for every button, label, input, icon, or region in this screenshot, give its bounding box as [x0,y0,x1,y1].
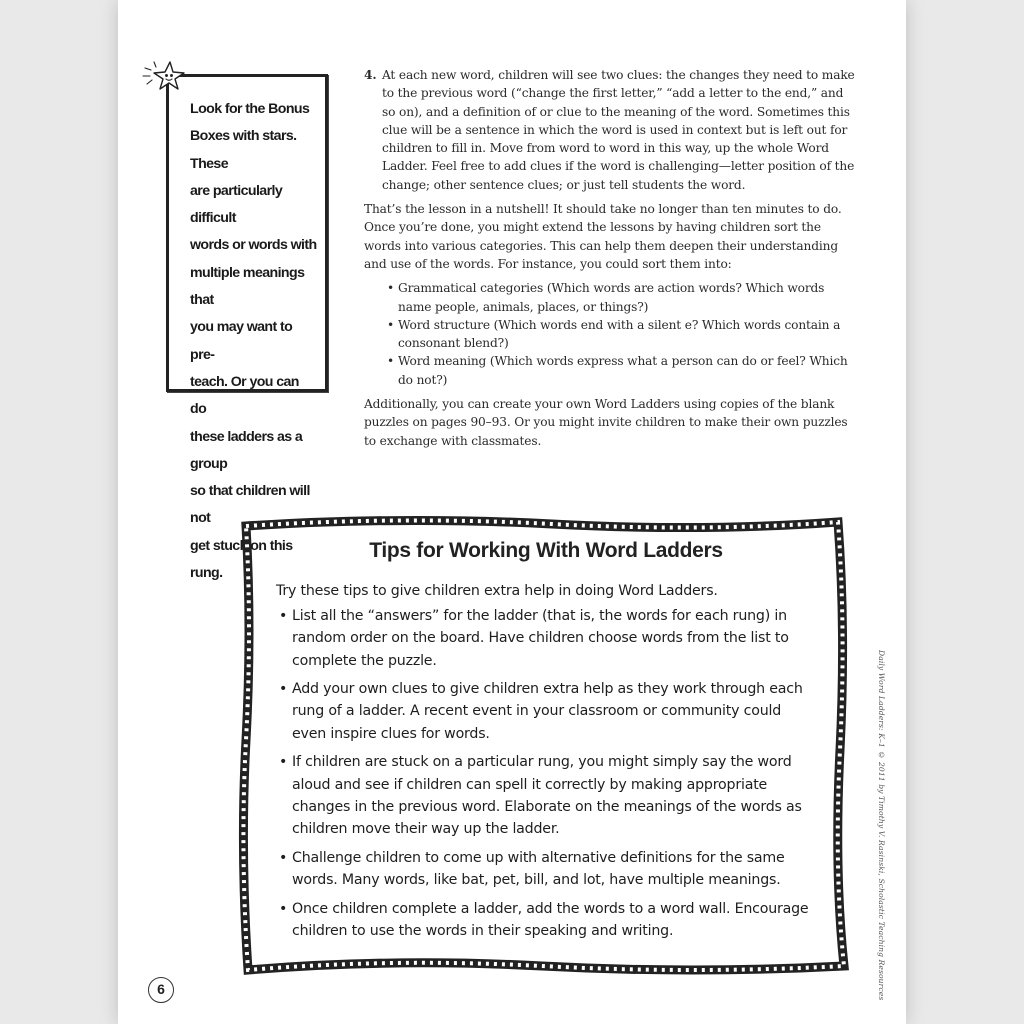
bonus-line: words or words with [190,237,317,254]
bonus-line: Look for the Bonus [190,101,310,117]
tip-item: • Challenge children to come up with alternative definitions for the same words. Many words, like bat, pet, bill, and lot, have multiple meanings. [292,847,816,892]
tip-item: • If children are stuck on a particular rung, you might simply say the word aloud and see if children can spell it correctly by making appropriate changes in the previous word. Elaborate on the meanings of the words as children move their way up the ladder. [292,751,816,841]
step-4 [364,66,860,194]
copyright-credit: Daily Word Ladders: K–1 © 2011 by Timothy V. Rasinski, Scholastic Teaching Resources [877,650,886,1001]
bonus-line: Boxes with stars. These [190,128,297,172]
page-number: 6 [148,977,174,1003]
star-icon [140,58,192,98]
bonus-line: you may want to pre- [190,319,293,363]
tips-title: Tips for Working With Word Ladders [369,539,723,562]
list-item: • Word meaning (Which words express what a person can do or feel? Which do not?) [398,352,860,389]
paragraph-additionally: Additionally, you can create your own Word Ladders using copies of the blank puzzles on pages 90–93. Or you might invite children to make their own puzzles to exchange with classmates. [364,397,848,448]
main-text-column [364,66,860,456]
tip-item: • Add your own clues to give children extra help as they work through each rung of a ladder. A recent event in your classroom or community could even inspire clues for words. [292,678,816,745]
tip-item: • List all the “answers” for the ladder (that is, the words for each rung) in random order on the board. Have children choose words from the list to complete the puzzle. [292,605,816,672]
paragraph-nutshell: That’s the lesson in a nutshell! It should take no longer than ten minutes to do. Once you’re done, you might extend the lessons by having children sort the words into various categories. This can help them deepen their understanding and use of the words. For instance, you could sort them into: [364,202,842,271]
step-text: At each new word, children will see two clues: the changes they need to make to the previous word (“change the first letter,” “add a letter to the end,” and so on), and a definition of or clue to the meaning of the word. Sometimes this clue will be a sentence in which the word is used in context but is left out for children to fill in. Move from word to word in this way, up the whole Word Ladder. Feel free to add clues if the word is challenging—letter position of the change; other sentence clues; or just tell students the word. [382,68,855,192]
step-number: 4. [364,68,377,82]
tips-list [276,605,816,943]
bonus-line: multiple meanings that [190,264,305,309]
tips-intro: Try these tips to give children extra help in doing Word Ladders. [276,583,718,600]
list-item: • Word structure (Which words end with a silent e? Which words contain a consonant blend?) [398,316,860,353]
bonus-line: teach. Or you can do [190,373,299,418]
bonus-line: get stuck on this rung. [190,537,293,582]
bonus-line: these ladders as a group [190,428,303,472]
bonus-line: are particularly difficult [190,182,283,227]
list-item: • Grammatical categories (Which words are action words? Which words name people, animals, places, or things?) [398,279,860,316]
tip-item: • Once children complete a ladder, add the words to a word wall. Encourage children to use the words in their speaking and writing. [292,898,816,943]
bonus-line: so that children will not [190,483,310,527]
category-list [364,279,860,389]
tips-box [276,540,816,949]
